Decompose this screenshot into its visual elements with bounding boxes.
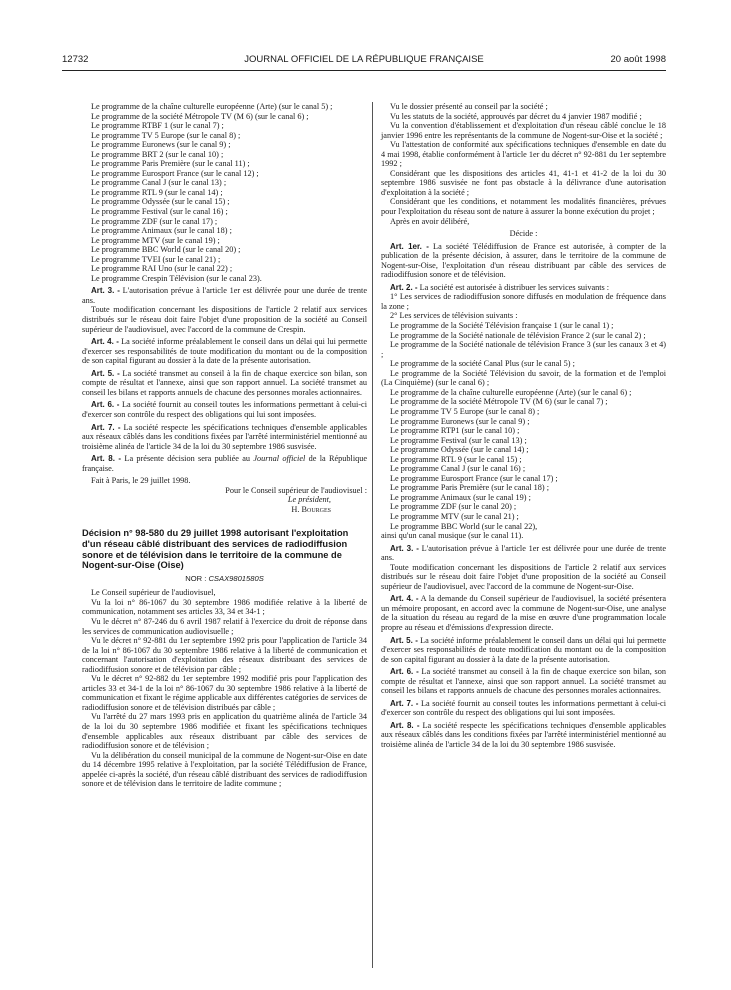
considerant-item: Considérant que les dispositions des articles 41, 41-1 et 41-2 de la loi du 30 septembre 1986 susvisée ne font pas obstacle à la délivrance d'une autorisation d'exploitation à la société ; xyxy=(381,168,666,197)
article-text: A la demande du Conseil supérieur de l'audiovisuel, la société présentera un mémoire proposant, en accord avec la commune de Nogent-sur-Oise, une analyse de la situation du réseau au regard de la mise en œuvre d'une programmation locale propre au réseau et d'émissions d'expression directe. xyxy=(381,594,667,632)
article-label: Art. 4. - xyxy=(91,337,119,347)
article-label: Art. 6. - xyxy=(390,667,419,677)
article-label: Art. 3. - xyxy=(390,543,419,553)
list-item: Le programme BBC World (sur le canal 22), xyxy=(390,521,538,531)
article-label: Art. 7. - xyxy=(91,422,121,432)
article-text: La société transmet au conseil à la fin de chaque exercice son bilan, son compte de résultat et l'annexe, ainsi que son rapport annuel. La société transmet au conseil les bilans et rapports annuels de chacune des personnes morales actionnaires. xyxy=(82,368,367,397)
modification-clause: Toute modification concernant les dispositions de l'article 2 relatif aux services distribués sur le réseau doit faire l'objet d'une proposition de la société au Conseil supérieur de l'audiovisuel, avec l'accord de la commune de Nogent-sur-Oise. xyxy=(381,562,666,591)
list-item: Le programme BRT 2 (sur le canal 10) ; xyxy=(91,149,224,159)
page-header xyxy=(62,54,666,70)
article-label: Art. 6. - xyxy=(91,400,120,410)
visa-item: Vu la loi n° 86-1067 du 30 septembre 1986 modifiée relative à la liberté de communication, notamment ses articles 33, 34 et 34-1 ; xyxy=(82,597,367,617)
journal-name: Journal officiel xyxy=(253,454,306,464)
article-3 xyxy=(381,544,666,563)
article-label: Art. 5. - xyxy=(390,635,418,645)
list-item: Le programme Paris Première (sur le canal 18) ; xyxy=(390,483,549,493)
decide-heading: Décide : xyxy=(509,229,538,239)
list-item: Le programme ZDF (sur le canal 20) ; xyxy=(390,502,517,512)
nor-reference xyxy=(82,574,367,584)
article-5 xyxy=(82,369,367,398)
list-item: Le programme Euronews (sur le canal 9) ; xyxy=(390,416,530,426)
article-7 xyxy=(381,699,666,718)
visa-item: Vu le décret n° 92-881 du 1er septembre 1992 pris pour l'application de l'article 34 de la loi n° 86-1067 du 30 septembre 1986 relative à la liberté de communication et concernant l'autorisation d'exploitation des réseaux distribuant des services de radiodiffusion sonore et de télévision par câble ; xyxy=(82,636,367,674)
article-text: La société Télédiffusion de France est autorisée, à compter de la publication de la présente décision, à assurer, dans le territoire de la commune de Nogent-sur-Oise, l'exploitation d'un réseau distribuant par câble des services de radiodiffusion sonore et de télévision. xyxy=(381,241,667,280)
list-item: Le programme Eurosport France (sur le canal 12) ; xyxy=(91,168,259,178)
article-label: Art. 5. - xyxy=(91,368,120,378)
signatory-authority: Pour le Conseil supérieur de l'audiovisuel : xyxy=(225,485,367,495)
article-5 xyxy=(381,636,666,665)
article-label: Art. 4. - xyxy=(390,594,419,604)
list-item: Le programme de la Société Télévision du savoir, de la formation et de l'emploi (La Cinquième) (sur le canal 6) ; xyxy=(381,368,666,388)
music-channel-line: ainsi qu'un canal musique (sur le canal 11). xyxy=(381,531,524,541)
list-item: Le programme RTL 9 (sur le canal 15) ; xyxy=(390,454,522,464)
article-label: Art. 8. - xyxy=(91,454,122,464)
visa-item: Vu le décret n° 92-882 du 1er septembre 1992 modifié pris pour l'application des articles 33 et 34-1 de la loi n° 86-1067 du 30 septembre 1986 relative à la liberté de communication et fixant le régime applicable aux différentes catégories de services de radiodiffusion sonore et de télévision distribués par câble ; xyxy=(82,674,367,712)
list-item: Le programme de la Société nationale de télévision France 2 (sur le canal 2) ; xyxy=(390,330,646,340)
tv-services-intro: 2° Les services de télévision suivants : xyxy=(390,311,518,321)
decision-title: Décision n° 98-580 du 29 juillet 1998 autorisant l'exploitation d'un réseau câblé distribuant des services de radiodiffusion sonore et de télévision dans le territoire de la commune de Nogent-sur-Oise (Oise) xyxy=(82,528,349,571)
column-divider xyxy=(372,102,373,968)
list-item: Le programme Canal J (sur le canal 16) ; xyxy=(390,464,526,474)
list-item: Le programme de la société Canal Plus (sur le canal 5) ; xyxy=(390,359,575,369)
right-column xyxy=(381,102,666,750)
signatory-name: H. Bourges xyxy=(291,504,331,514)
article-4 xyxy=(82,337,367,366)
article-text: La société informe préalablement le conseil dans un délai qui lui permette d'exercer ses responsabilités de toute modification du montant ou de la composition de son capital figurant au dossier à la date de la présente autorisation. xyxy=(381,635,666,664)
list-item: Le programme RTBF 1 (sur le canal 7) ; xyxy=(91,121,224,131)
list-item: Le programme de la Société nationale de télévision France 3 (sur les canaux 3 et 4) ; xyxy=(381,340,666,359)
list-item: Le programme RAI Uno (sur le canal 22) ; xyxy=(91,264,233,274)
list-item: Le programme TVEI (sur le canal 21) ; xyxy=(91,254,221,264)
article-2 xyxy=(381,283,666,293)
article-label: Art. 7. - xyxy=(390,698,419,708)
list-item: Le programme BBC World (sur le canal 20) ; xyxy=(91,245,241,255)
article-text: L'autorisation prévue à l'article 1er est délivrée pour une durée de trente ans. xyxy=(82,286,367,305)
modification-clause: Toute modification concernant les dispositions de l'article 2 relatif aux services distribués sur le réseau doit faire l'objet d'une proposition de la société au Conseil supérieur de l'audiovisuel, avec l'accord de la commune de Crespin. xyxy=(82,305,367,334)
considerant-item: Considérant que les conditions, et notamment les modalités financières, prévues pour l'exploitation du réseau sont de nature à assurer la bonne exécution du projet ; xyxy=(381,197,666,217)
article-text: de la République française. xyxy=(82,454,368,473)
article-text: La société respecte les spécifications techniques d'ensemble applicables aux réseaux câblés dans les conditions fixées par l'arrêté interministériel mentionné au troisième alinéa de l'article 34 de la loi du 30 septembre 1986 susvisée. xyxy=(381,720,666,749)
list-item: Le programme de la chaîne culturelle européenne (Arte) (sur le canal 6) ; xyxy=(390,387,632,397)
list-item: Le programme Odyssée (sur le canal 15) ; xyxy=(91,197,230,207)
visa-item: Vu la convention d'établissement et d'exploitation d'un réseau câblé conclue le 18 janvier 1996 entre les représentants de la commune de Nogent-sur-Oise et la société ; xyxy=(381,121,666,140)
list-item: Le programme MTV (sur le canal 19) ; xyxy=(91,235,220,245)
signing-place-date: Fait à Paris, le 29 juillet 1998. xyxy=(91,476,191,486)
article-7 xyxy=(82,423,367,452)
visa-item: Vu le décret n° 87-246 du 6 avril 1987 relatif à l'exercice du droit de réponse dans les services de communication audiovisuelle ; xyxy=(82,616,367,636)
list-item: Le programme Odyssée (sur le canal 14) ; xyxy=(390,445,529,455)
article-text: La société fournit au conseil toutes les informations permettant à celui-ci d'exercer son contrôle du respect des obligations qui lui sont imposées. xyxy=(82,400,368,419)
visa-item: Vu l'arrêté du 27 mars 1993 pris en application du quatrième alinéa de l'article 34 de la loi du 30 septembre 1986 modifiée et fixant les spécifications techniques d'ensemble applicables aux réseaux distribuant par câble des services de radiodiffusion sonore et de télévision ; xyxy=(82,712,367,751)
list-item: Le programme TV 5 Europe (sur le canal 8) ; xyxy=(91,130,241,140)
article-3 xyxy=(82,286,367,305)
visa-item: Le Conseil supérieur de l'audiovisuel, xyxy=(91,588,216,598)
left-column xyxy=(82,102,367,789)
list-item: Le programme Animaux (sur le canal 19) ; xyxy=(390,492,531,502)
crespin-programme-list xyxy=(82,102,367,283)
radio-services-item: 1° Les services de radiodiffusion sonore diffusés en modulation de fréquence dans la zone ; xyxy=(381,292,666,311)
article-label: Art. 3. - xyxy=(91,286,120,296)
list-item: Le programme ZDF (sur le canal 17) ; xyxy=(91,216,218,226)
list-item: Le programme de la chaîne culturelle européenne (Arte) (sur le canal 5) ; xyxy=(91,102,333,111)
deliberation-line: Après en avoir délibéré, xyxy=(390,216,470,226)
header-rule xyxy=(62,70,666,71)
list-item: Le programme Festival (sur le canal 13) ; xyxy=(390,435,527,445)
article-8 xyxy=(381,721,666,750)
article-text: La présente décision sera publiée au xyxy=(124,454,254,464)
visa-item: Vu les statuts de la société, approuvés par décret du 4 janvier 1987 modifié ; xyxy=(390,111,642,121)
article-6 xyxy=(82,400,367,419)
article-label: Art. 1er. - xyxy=(390,241,429,251)
list-item: Le programme MTV (sur le canal 21) ; xyxy=(390,511,519,521)
article-8 xyxy=(82,454,367,473)
article-label: Art. 8. - xyxy=(390,720,420,730)
list-item: Le programme Animaux (sur le canal 18) ; xyxy=(91,226,232,236)
issue-date: 20 août 1998 xyxy=(610,54,666,65)
journal-title: JOURNAL OFFICIEL DE LA RÉPUBLIQUE FRANÇAISE xyxy=(244,54,484,65)
list-item: Le programme Crespin Télévision (sur le canal 23). xyxy=(91,273,262,283)
list-item: Le programme RTL 9 (sur le canal 14) ; xyxy=(91,187,223,197)
list-item: Le programme Euronews (sur le canal 9) ; xyxy=(91,140,231,150)
article-text: L'autorisation prévue à l'article 1er est délivrée pour une durée de trente ans. xyxy=(381,543,666,563)
nor-code: CSAX9801580S xyxy=(208,573,264,583)
list-item: Le programme Eurosport France (sur le canal 17) ; xyxy=(390,473,558,483)
article-text: La société transmet au conseil à la fin de chaque exercice son bilan, son compte de résultat et l'annexe, ainsi que son rapport annuel. La société transmet au conseil les bilans et rapports annuels de chacune des personnes morales actionnaires. xyxy=(381,667,666,696)
article-text: La société est autorisée à distribuer les services suivants : xyxy=(419,282,610,292)
visa-item: Vu l'attestation de conformité aux spécifications techniques d'ensemble en date du 4 mai 1998, établie conformément à l'article 1er du décret n° 92-881 du 1er septembre 1992 ; xyxy=(381,140,666,169)
article-text: La société fournit au conseil toutes les informations permettant à celui-ci d'exercer son contrôle du respect des obligations qui lui sont imposées. xyxy=(381,698,667,718)
signatory-title-text: Le président, xyxy=(287,495,331,505)
article-text: La société informe préalablement le conseil dans un délai qui lui permette d'exercer ses responsabilités de toute modification du montant ou de la composition de son capital figurant au dossier à la date de la présente autorisation. xyxy=(82,337,367,366)
page-number: 12732 xyxy=(62,54,89,65)
nogent-programme-list xyxy=(381,321,666,531)
article-1 xyxy=(381,242,666,280)
visa-item: Vu la délibération du conseil municipal de la commune de Nogent-sur-Oise en date du 14 décembre 1995 relative à l'exploitation, par la société Télédiffusion de France, appelée ci-après la société, d'un réseau câblé distribuant des services de radiodiffusion sonore et de télévision dans le territoire de ladite commune ; xyxy=(82,750,367,789)
list-item: Le programme de la société Métropole TV (M 6) (sur le canal 6) ; xyxy=(91,111,309,121)
signatory-title xyxy=(82,495,367,505)
list-item: Le programme TV 5 Europe (sur le canal 8) ; xyxy=(390,406,540,416)
nor-label: NOR : xyxy=(185,573,207,583)
list-item: Le programme de la société Métropole TV (M 6) (sur le canal 7) ; xyxy=(390,397,608,407)
article-text: La société respecte les spécifications techniques d'ensemble applicables aux réseaux câblés dans les conditions fixées par l'arrêté interministériel mentionné au troisième alinéa de l'article 34 de la loi du 30 septembre 1986 susvisée. xyxy=(82,422,367,451)
visa-item: Vu le dossier présenté au conseil par la société ; xyxy=(390,102,548,111)
list-item: Le programme de la Société Télévision française 1 (sur le canal 1) ; xyxy=(390,321,614,331)
list-item: Le programme Festival (sur le canal 16) ; xyxy=(91,207,228,217)
list-item: Le programme RTP1 (sur le canal 10) ; xyxy=(390,426,520,436)
article-4 xyxy=(381,594,666,632)
list-item: Le programme Paris Première (sur le canal 11) ; xyxy=(91,159,250,169)
list-item: Le programme Canal J (sur le canal 13) ; xyxy=(91,178,227,188)
article-6 xyxy=(381,667,666,696)
article-label: Art. 2. - xyxy=(390,282,418,292)
